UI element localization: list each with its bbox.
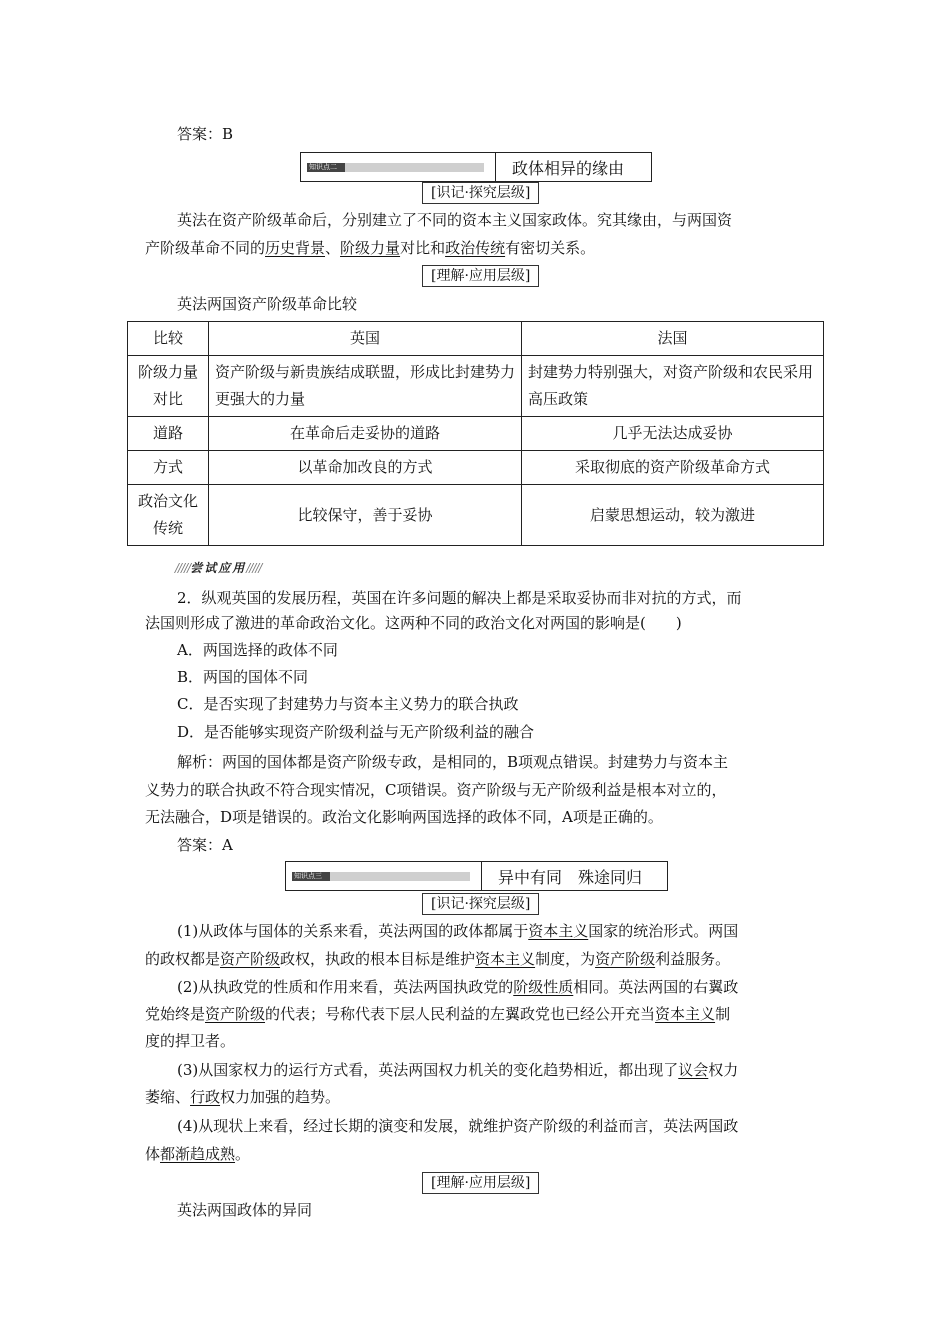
table-row — [128, 451, 824, 485]
option-b: B．两国的国体不同 — [177, 668, 309, 686]
section-4-line-1: (4)从现状上来看，经过长期的演变和发展，就维护资产阶级的利益而言，英法两国政 — [177, 1117, 739, 1135]
question-2-line-2: 法国则形成了激进的革命政治文化。这两种不同的政治文化对两国的影响是( ) — [145, 614, 682, 632]
knowledge-point-3-header — [285, 861, 668, 891]
section-3-line-2: 萎缩、行政权力加强的趋势。 — [145, 1088, 341, 1106]
table-cell: 比较保守，善于妥协 — [209, 485, 522, 546]
section-4-line-2: 体都渐趋成熟。 — [145, 1145, 251, 1163]
try-apply-label: /////尝试应用///// — [175, 561, 262, 575]
answer-2: 答案：A — [177, 836, 233, 854]
table-cell: 以革命加改良的方式 — [209, 451, 522, 485]
knowledge-point-3-title: 异中有同 殊途同归 — [498, 867, 643, 887]
para-1-line-1: 英法在资产阶级革命后，分别建立了不同的资本主义国家政体。究其缘由，与两国资 — [177, 211, 733, 229]
section-3-line-1: (3)从国家权力的运行方式看，英法两国权力机关的变化趋势相近，都出现了议会权力 — [177, 1061, 739, 1079]
table-cell: 几乎无法达成妥协 — [522, 417, 824, 451]
option-a: A．两国选择的政体不同 — [177, 641, 338, 659]
section-2-line-2: 党始终是资产阶级的代表；号称代表下层人民利益的左翼政党也已经公开充当资本主义制 — [145, 1005, 731, 1023]
table-cell: 政治文化传统 — [128, 485, 209, 546]
section-1-line-2: 的政权都是资产阶级政权，执政的根本目标是维护资本主义制度，为资产阶级利益服务。 — [145, 950, 731, 968]
comparison-table — [127, 321, 824, 546]
table-header: 英国 — [209, 322, 522, 356]
knowledge-tag — [286, 862, 482, 890]
question-2-line-1: 2．纵观英国的发展历程，英国在许多问题的解决上都是采取妥协而非对抗的方式，而 — [177, 589, 742, 607]
table-cell: 方式 — [128, 451, 209, 485]
table-cell: 资产阶级与新贵族结成联盟，形成比封建势力更强大的力量 — [209, 356, 522, 417]
final-title: 英法两国政体的异同 — [177, 1201, 313, 1219]
table-header-row — [128, 322, 824, 356]
table-cell: 阶级力量对比 — [128, 356, 209, 417]
level-apply-1: [理解·应用层级] — [422, 265, 539, 287]
level-recall-2: [识记·探究层级] — [422, 893, 539, 915]
table-cell: 启蒙思想运动，较为激进 — [522, 485, 824, 546]
table-header: 比较 — [128, 322, 209, 356]
section-1-line-1: (1)从政体与国体的关系来看，英法两国的政体都属于资本主义国家的统治形式。两国 — [177, 922, 739, 940]
hatch-decoration: ///// — [175, 561, 191, 575]
level-recall-1: [识记·探究层级] — [422, 182, 539, 204]
knowledge-tag-label: 知识点三 — [292, 872, 470, 881]
explanation-line-3: 无法融合，D项是错误的。政治文化影响两国选择的政体不同，A项是正确的。 — [145, 808, 663, 826]
knowledge-tag — [301, 153, 496, 181]
compare-title: 英法两国资产阶级革命比较 — [177, 295, 358, 313]
table-row — [128, 356, 824, 417]
table-cell: 采取彻底的资产阶级革命方式 — [522, 451, 824, 485]
explanation-line-1: 解析：两国的国体都是资产阶级专政，是相同的，B项观点错误。封建势力与资本主 — [177, 753, 729, 771]
table-cell: 在革命后走妥协的道路 — [209, 417, 522, 451]
table-header: 法国 — [522, 322, 824, 356]
hatch-decoration: ///// — [246, 561, 262, 575]
section-2-line-3: 度的捍卫者。 — [145, 1032, 236, 1050]
answer-1: 答案：B — [177, 125, 234, 143]
level-apply-2: [理解·应用层级] — [422, 1172, 539, 1194]
table-cell: 封建势力特别强大，对资产阶级和农民采用高压政策 — [522, 356, 824, 417]
table-row — [128, 485, 824, 546]
para-1-line-2: 产阶级革命不同的历史背景、阶级力量对比和政治传统有密切关系。 — [145, 239, 596, 257]
table-cell: 道路 — [128, 417, 209, 451]
knowledge-point-2-header — [300, 152, 652, 182]
option-d: D．是否能够实现资产阶级利益与无产阶级利益的融合 — [177, 723, 535, 741]
knowledge-point-2-title: 政体相异的缘由 — [512, 158, 625, 178]
table-row — [128, 417, 824, 451]
section-2-line-1: (2)从执政党的性质和作用来看，英法两国执政党的阶级性质相同。英法两国的右翼政 — [177, 978, 739, 996]
knowledge-tag-label: 知识点二 — [307, 163, 484, 172]
option-c: C．是否实现了封建势力与资本主义势力的联合执政 — [177, 695, 519, 713]
explanation-line-2: 义势力的联合执政不符合现实情况，C项错误。资产阶级与无产阶级利益是根本对立的， — [145, 781, 727, 799]
